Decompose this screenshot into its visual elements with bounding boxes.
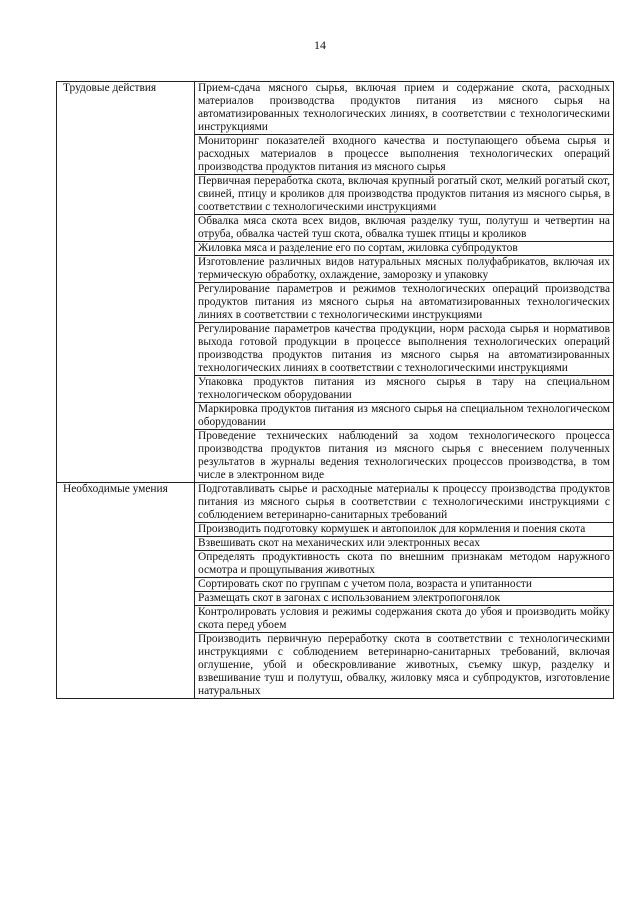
table-cell: Изготовление различных видов натуральных мясных полуфабрикатов, включая их термическую обработку, охлаждение, заморозку и упаковку bbox=[195, 256, 614, 283]
section-label-required-skills: Необходимые умения bbox=[57, 483, 195, 699]
table-row bbox=[57, 82, 614, 135]
table-cell: Взвешивать скот на механических или электронных весах bbox=[195, 537, 614, 551]
page-number: 14 bbox=[314, 38, 326, 52]
table-row bbox=[57, 483, 614, 523]
table-cell: Первичная переработка скота, включая крупный рогатый скот, мелкий рогатый скот, свиней, птицу и кроликов для производства продуктов питания из мясного сырья, в соответствии с технологическими инструкциями bbox=[195, 175, 614, 215]
table-cell: Контролировать условия и режимы содержания скота до убоя и производить мойку скота перед убоем bbox=[195, 606, 614, 633]
table-cell: Определять продуктивность скота по внешним признакам методом наружного осмотра и прощупывания животных bbox=[195, 551, 614, 578]
section-label-labor-actions: Трудовые действия bbox=[57, 82, 195, 483]
table-cell: Упаковка продуктов питания из мясного сырья в тару на специальном технологическом оборудовании bbox=[195, 376, 614, 403]
table-cell: Регулирование параметров качества продукции, норм расхода сырья и нормативов выхода готовой продукции в процессе выполнения технологических операций производства продуктов питания из мясного сырья на автоматизированных технологических линиях в соответствии с технологическими инструкциями bbox=[195, 323, 614, 376]
table-cell: Прием-сдача мясного сырья, включая прием и содержание скота, расходных материалов производства продуктов питания из мясного сырья на автоматизированных технологических линиях, в соответствии с технологическими инструкциями bbox=[195, 82, 614, 135]
table-cell: Обвалка мяса скота всех видов, включая разделку туш, полутуш и четвертин на отруба, обвалка частей туш скота, обвалка тушек птицы и кроликов bbox=[195, 215, 614, 242]
table-cell: Производить первичную переработку скота в соответствии с технологическими инструкциями с соблюдением ветеринарно-санитарных требований, включая оглушение, убой и обескровливание животных, съемку шкур, разделку и взвешивание туш и полутуш, обвалку, жиловку мяса и субпродуктов, изготовление натуральных bbox=[195, 633, 614, 699]
table-cell: Маркировка продуктов питания из мясного сырья на специальном технологическом оборудовании bbox=[195, 403, 614, 430]
table-cell: Сортировать скот по группам с учетом пола, возраста и упитанности bbox=[195, 578, 614, 592]
table-cell: Размещать скот в загонах с использованием электропогонялок bbox=[195, 592, 614, 606]
table-cell: Регулирование параметров и режимов технологических операций производства продуктов питания из мясного сырья на автоматизированных технологических линиях в соответствии с технологическими инструкциями bbox=[195, 283, 614, 323]
table-cell: Проведение технических наблюдений за ходом технологического процесса производства продуктов питания из мясного сырья с внесением полученных результатов в журналы ведения технологических процессов производства, в том числе в электронном виде bbox=[195, 430, 614, 483]
table-cell: Мониторинг показателей входного качества и поступающего объема сырья и расходных материалов в процессе выполнения технологических операций производства продуктов питания из мясного сырья bbox=[195, 135, 614, 175]
professional-standard-table bbox=[56, 81, 614, 699]
table-cell: Производить подготовку кормушек и автопоилок для кормления и поения скота bbox=[195, 523, 614, 537]
table-cell: Подготавливать сырье и расходные материалы к процессу производства продуктов питания из мясного сырья в соответствии с технологическими инструкциями с соблюдением ветеринарно-санитарных требований bbox=[195, 483, 614, 523]
table-cell: Жиловка мяса и разделение его по сортам, жиловка субпродуктов bbox=[195, 242, 614, 256]
